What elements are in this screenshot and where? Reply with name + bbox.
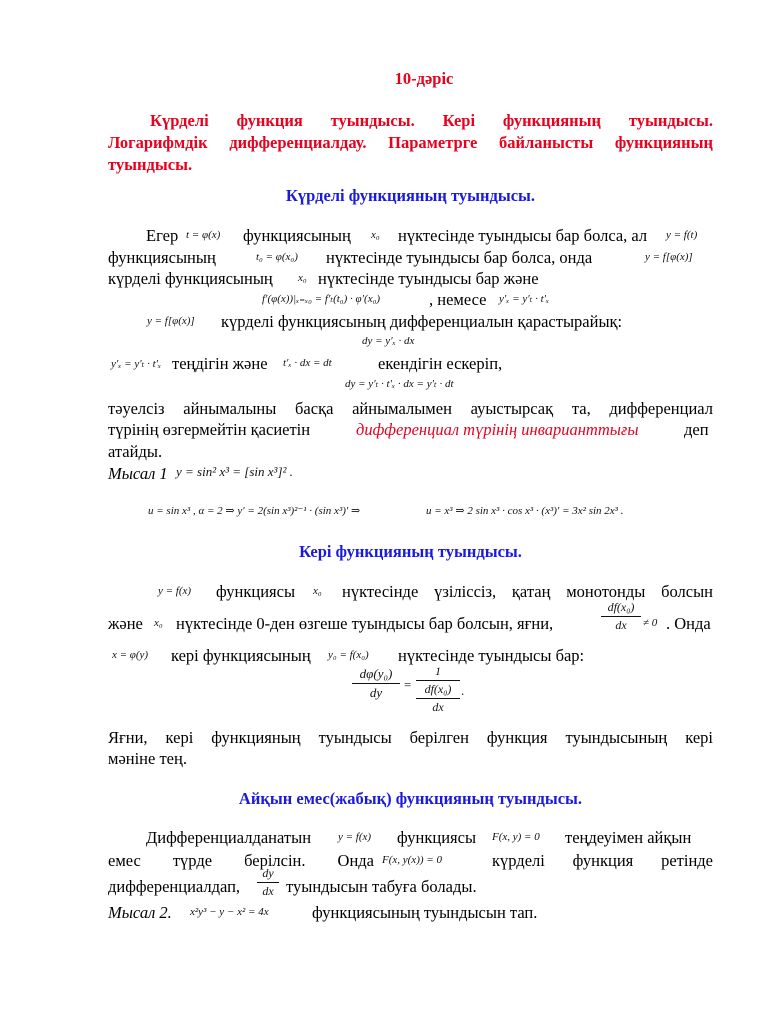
fraction-bar	[352, 683, 400, 684]
section1-heading: Күрделі функцияның туындысы.	[285, 186, 536, 205]
s3-text: туындысын табуға болады.	[286, 877, 477, 896]
formula-Fxyx: F(x, y(x)) = 0	[382, 854, 442, 866]
fraction-df-dx	[601, 600, 641, 633]
s1-text: , немесе	[429, 290, 487, 309]
s1-text: түрінің өзгермейтін қасиетін	[108, 420, 311, 439]
formula-ex1-head: y = sin² x³ = [sin x³]² .	[176, 464, 293, 479]
topic-line-2: Логарифмдік дифференциалдау. Параметрге байланысты функцияның	[108, 133, 713, 152]
s3-text: функциясы	[397, 828, 477, 847]
formula-neq0: ≠ 0	[643, 617, 658, 629]
fraction-one-over	[416, 664, 460, 715]
s1-text: функциясының	[108, 248, 216, 267]
s3-text: функциясының туындысын тап.	[312, 903, 538, 922]
formula-x0: x₀	[313, 585, 322, 597]
s3-text: емес түрде берілсін. Онда	[108, 851, 374, 870]
formula-chain-rule: f′(φ(x))|ₓ₌ₓ₀ = f′ₜ(t₀) · φ′(x₀)	[262, 293, 381, 305]
formula-x0: x₀	[298, 272, 307, 284]
formula-y-f-t: y = f(t)	[666, 229, 698, 241]
fraction-numerator: dy	[262, 866, 274, 880]
fraction-denominator: dx	[262, 884, 274, 898]
example2-label: Мысал 2.	[108, 903, 172, 922]
s1-text: күрделі функциясының	[108, 269, 273, 288]
formula-x0: x₀	[154, 617, 163, 629]
equals-sign: =	[404, 677, 412, 692]
s1-text: Егер	[146, 226, 179, 245]
fraction-bar	[601, 616, 641, 617]
fraction-denominator: dy	[369, 685, 383, 700]
s3-text: теңдеуімен айқын	[565, 828, 692, 847]
formula-y-f-phi: y = f[φ(x)]	[147, 315, 195, 327]
s3-text: Дифференциалданатын	[146, 828, 312, 847]
s1-text: нүктесінде туындысы бар болса, онда	[326, 248, 593, 267]
s2-text: және	[108, 614, 143, 633]
fraction-denominator: dx	[432, 700, 444, 714]
formula-tx-dx: t′ₓ · dx = dt	[283, 357, 332, 369]
s1-text: күрделі функциясының дифференциалын қарастырайық:	[221, 312, 623, 331]
s2-text: нүктесінде 0-ден өзгеше туындысы бар болсын, яғни,	[176, 614, 554, 633]
formula-y0-fx0: y₀ = f(x₀)	[328, 649, 369, 661]
s1-text: тәуелсіз айнымалыны басқа айнымалымен ауыстырсақ та, дифференциал	[108, 399, 713, 418]
s2-text: Яғни, кері функцияның туындысы берілген функция туындысының кері	[108, 728, 713, 747]
formula-y-f-phi: y = f[φ(x)]	[645, 251, 693, 263]
formula-y-fx: y = f(x)	[338, 831, 372, 843]
period: .	[461, 683, 465, 698]
section2-heading: Кері функцияның туындысы.	[299, 542, 522, 561]
s1-text: атайды.	[108, 442, 163, 461]
s3-text: дифференциалдап,	[108, 877, 241, 896]
s2-text: нүктесінде туындысы бар:	[398, 646, 585, 665]
example1-label: Мысал 1	[108, 464, 168, 483]
fraction-numerator: 1	[435, 664, 441, 678]
s1-text: деп	[684, 420, 709, 439]
fraction-denominator: df(x₀)	[424, 682, 452, 696]
fraction-bar	[257, 882, 279, 883]
s1-text: функциясының	[243, 226, 351, 245]
fraction-numerator: df(x₀)	[607, 600, 635, 614]
formula-x0: x₀	[371, 229, 380, 241]
s3-text: күрделі функция ретінде	[492, 851, 713, 870]
s1-text: нүктесінде туындысы бар және	[318, 269, 539, 288]
formula-ex1-body-a: u = sin x³ , α = 2 ⇒ y′ = 2(sin x³)²⁻¹ · (sin x³)′ ⇒	[148, 505, 361, 517]
fraction-numerator: dφ(y₀)	[359, 666, 393, 681]
topic-line-3: туындысы.	[108, 155, 193, 174]
formula-chain-short: y′ₓ = y′ₜ · t′ₓ	[499, 293, 550, 305]
s1-text: нүктесінде туындысы бар болса, ал	[398, 226, 648, 245]
formula-ex1-body-b: u = x³ ⇒ 2 sin x³ · cos x³ · (x³)′ = 3x² sin 2x³ .	[426, 505, 624, 517]
formula-ex2: x²y³ − y − x² = 4x	[190, 906, 269, 918]
fraction-dphi-dy	[352, 666, 400, 701]
formula-Fxy: F(x, y) = 0	[492, 831, 540, 843]
formula-yx-eq: y′ₓ = y′ₜ · t′ₓ	[111, 358, 162, 370]
s2-text: кері функциясының	[171, 646, 311, 665]
lecture-title: 10-дәріс	[394, 69, 454, 88]
s2-text: функциясы	[216, 582, 296, 601]
formula-t-phi-x: t = φ(x)	[186, 229, 221, 241]
s1-text: теңдігін және	[172, 354, 268, 373]
formula-t0-phi-x0: t₀ = φ(x₀)	[256, 251, 298, 263]
s2-text: нүктесінде үзіліссіз, қатаң монотонды болсын	[342, 582, 713, 601]
section3-heading: Айқын емес(жабық) функцияның туындысы.	[238, 789, 583, 808]
formula-dy-eq: dy = y′ₓ · dx	[362, 335, 415, 347]
s1-text: екендігін ескеріп,	[378, 354, 503, 373]
fraction-denominator: dx	[615, 618, 627, 632]
topic-line-1: Күрделі функция туындысы. Кері функцияның туындысы.	[150, 111, 713, 130]
s2-text: . Онда	[666, 614, 711, 633]
fraction-bar	[416, 680, 460, 681]
formula-y-fx: y = f(x)	[158, 585, 192, 597]
formula-x-phi-y: x = φ(y)	[112, 649, 149, 661]
fraction-dy-dx	[257, 866, 279, 899]
s1-emphasis: дифференциал түрінің инварианттығы	[356, 420, 639, 439]
s2-text: мәніне тең.	[108, 749, 187, 768]
formula-dy-chain: dy = y′ₜ · t′ₓ · dx = y′ₜ · dt	[345, 378, 454, 390]
fraction-bar	[416, 698, 460, 699]
